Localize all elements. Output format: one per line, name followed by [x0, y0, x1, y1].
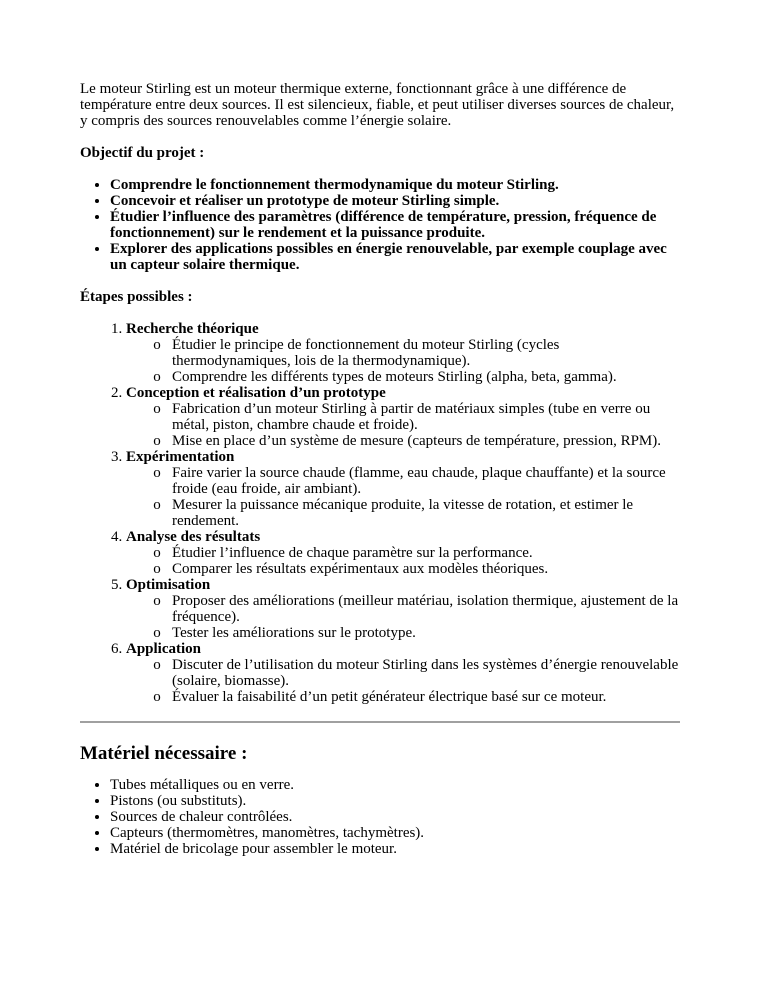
- step-title: Recherche théorique: [126, 321, 259, 337]
- step-item: [126, 321, 680, 385]
- objective-item: • Comprendre le fonctionnement thermodynamique du moteur Stirling.: [110, 177, 680, 193]
- step-item: [126, 641, 680, 705]
- step-substeps: [126, 465, 680, 529]
- objective-item: • Concevoir et réaliser un prototype de moteur Stirling simple.: [110, 193, 680, 209]
- material-item: • Sources de chaleur contrôlées.: [110, 809, 680, 825]
- substep-item: o Tester les améliorations sur le prototype.: [172, 625, 680, 641]
- step-title: Optimisation: [126, 577, 211, 593]
- material-item: • Tubes métalliques ou en verre.: [110, 777, 680, 793]
- step-substeps: [126, 337, 680, 385]
- substep-item: o Discuter de l’utilisation du moteur Stirling dans les systèmes d’énergie renouvelable (solaire, biomasse).: [172, 657, 680, 689]
- substep-item: o Étudier le principe de fonctionnement du moteur Stirling (cycles thermodynamiques, lois de la thermodynamique).: [172, 337, 680, 369]
- intro-paragraph: Le moteur Stirling est un moteur thermique externe, fonctionnant grâce à une différence de température entre deux sources. Il est silencieux, fiable, et peut utiliser diverses sources de chaleur, y compris des sources renouvelables comme l’énergie solaire.: [80, 81, 675, 129]
- material-item: • Matériel de bricolage pour assembler le moteur.: [110, 841, 680, 857]
- material-item: • Capteurs (thermomètres, manomètres, tachymètres).: [110, 825, 680, 841]
- substep-item: o Faire varier la source chaude (flamme, eau chaude, plaque chauffante) et la source froide (eau froide, air ambiant).: [172, 465, 680, 497]
- substep-item: o Proposer des améliorations (meilleur matériau, isolation thermique, ajustement de la fréquence).: [172, 593, 680, 625]
- step-item: [126, 577, 680, 641]
- step-title: Application: [126, 641, 202, 657]
- objectives-list: [80, 177, 680, 273]
- step-title: Conception et réalisation d’un prototype: [126, 385, 386, 401]
- substep-item: o Évaluer la faisabilité d’un petit générateur électrique basé sur ce moteur.: [172, 689, 680, 705]
- substep-item: o Comprendre les différents types de moteurs Stirling (alpha, beta, gamma).: [172, 369, 680, 385]
- step-substeps: [126, 657, 680, 705]
- step-title: Expérimentation: [126, 449, 235, 465]
- step-substeps: [126, 593, 680, 641]
- substep-item: o Fabrication d’un moteur Stirling à partir de matériaux simples (tube en verre ou métal, piston, chambre chaude et froide).: [172, 401, 680, 433]
- step-item: [126, 385, 680, 449]
- material-item: • Pistons (ou substituts).: [110, 793, 680, 809]
- steps-list: [80, 321, 680, 705]
- substep-item: o Comparer les résultats expérimentaux aux modèles théoriques.: [172, 561, 680, 577]
- step-title: Analyse des résultats: [126, 529, 261, 545]
- objectives-heading: Objectif du projet :: [80, 145, 205, 161]
- document-page: [80, 81, 680, 857]
- materials-heading: Matériel nécessaire :: [80, 743, 248, 764]
- step-substeps: [126, 545, 680, 577]
- step-substeps: [126, 401, 680, 449]
- step-item: [126, 529, 680, 577]
- objective-item: • Explorer des applications possibles en énergie renouvelable, par exemple couplage avec un capteur solaire thermique.: [110, 241, 680, 273]
- materials-list: [80, 777, 680, 857]
- horizontal-rule: [80, 721, 680, 723]
- substep-item: o Mise en place d’un système de mesure (capteurs de température, pression, RPM).: [172, 433, 680, 449]
- step-item: [126, 449, 680, 529]
- substep-item: o Mesurer la puissance mécanique produite, la vitesse de rotation, et estimer le rendement.: [172, 497, 680, 529]
- objective-item: • Étudier l’influence des paramètres (différence de température, pression, fréquence de fonctionnement) sur le rendement et la puissance produite.: [110, 209, 680, 241]
- substep-item: o Étudier l’influence de chaque paramètre sur la performance.: [172, 545, 680, 561]
- steps-heading: Étapes possibles :: [80, 289, 193, 305]
